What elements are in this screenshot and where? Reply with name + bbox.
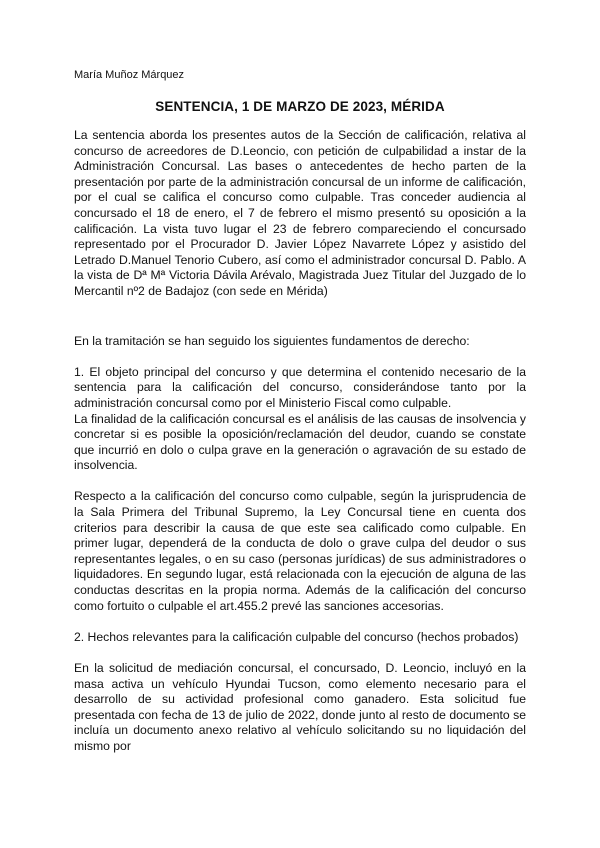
paragraph-background: La sentencia aborda los presentes autos de la Sección de calificación, relativa al concurso de acreedores de D.Leoncio, con petición de culpabilidad a instar de la Administración Concursal. Las bases o antecedentes de hecho parten de la presentación por parte de la administración concursal de un informe de calificación, por el cual se califica el concurso como culpable. Tras conceder audiencia al concursado el 18 de enero, el 7 de febrero el mismo presentó su oposición a la calificación. La vista tuvo lugar el 23 de febrero compareciendo el concursado representado por el Procurador D. Javier López Navarrete López y asistido del Letrado D.Manuel Tenorio Cubero, así como el administrador concursal D. Pablo. A la vista de Dª Mª Victoria Dávila Arévalo, Magistrada Juez Titular del Juzgado de lo Mercantil nº2 de Badajoz (con sede en Mérida) (74, 128, 526, 298)
paragraph-point-1: 1. El objeto principal del concurso y que determina el contenido necesario de la sentencia para la calificación del concurso, considerándose tanto por la administración concursal como por el Ministerio Fiscal como culpable. (74, 364, 526, 410)
spacer (74, 474, 526, 490)
document-title: SENTENCIA, 1 DE MARZO DE 2023, MÉRIDA (155, 99, 445, 114)
paragraph-hechos: En la solicitud de mediación concursal, el concursado, D. Leoncio, incluyó en la masa activa un vehículo Hyundai Tucson, como elemento necesario para el desarrollo de su actividad profesional como ganadero. Esta solicitud fue presentada con fecha de 13 de julio de 2022, donde junto al resto de documento se incluía un documento anexo relativo al vehículo solicitando su no liquidación del mismo por (74, 661, 526, 753)
spacer (74, 645, 526, 661)
spacer (74, 300, 526, 334)
paragraph-culpable: Respecto a la calificación del concurso como culpable, según la jurisprudencia de la Sala Primera del Tribunal Supremo, la Ley Concursal tiene en cuenta dos criterios para describir la causa de que este sea calificado como culpable. En primer lugar, dependerá de la conducta de dolo o grave culpa del deudor o sus representantes legales, o en su caso (personas jurídicas) de sus administradores o liquidadores. En segundo lugar, está relacionada con la ejecución de alguna de las conductas descritas en la propia norma. Además de la calificación del concurso como fortuito o culpable el art.455.2 prevé las sanciones accesorias. (74, 489, 526, 613)
paragraph-point-2-heading: 2. Hechos relevantes para la calificación culpable del concurso (hechos probados) (74, 629, 519, 644)
paragraph-fundamentos-intro: En la tramitación se han seguido los siguientes fundamentos de derecho: (74, 333, 470, 348)
spacer (74, 349, 526, 365)
author-name: María Muñoz Márquez (74, 69, 185, 81)
spacer (74, 614, 526, 630)
paragraph-finalidad: La finalidad de la calificación concursal es el análisis de las causas de insolvencia y concretar si es posible la oposición/reclamación del deudor, cuando se constate que incurrió en dolo o culpa grave en la generación o agravación de su estado de insolvencia. (74, 411, 526, 473)
